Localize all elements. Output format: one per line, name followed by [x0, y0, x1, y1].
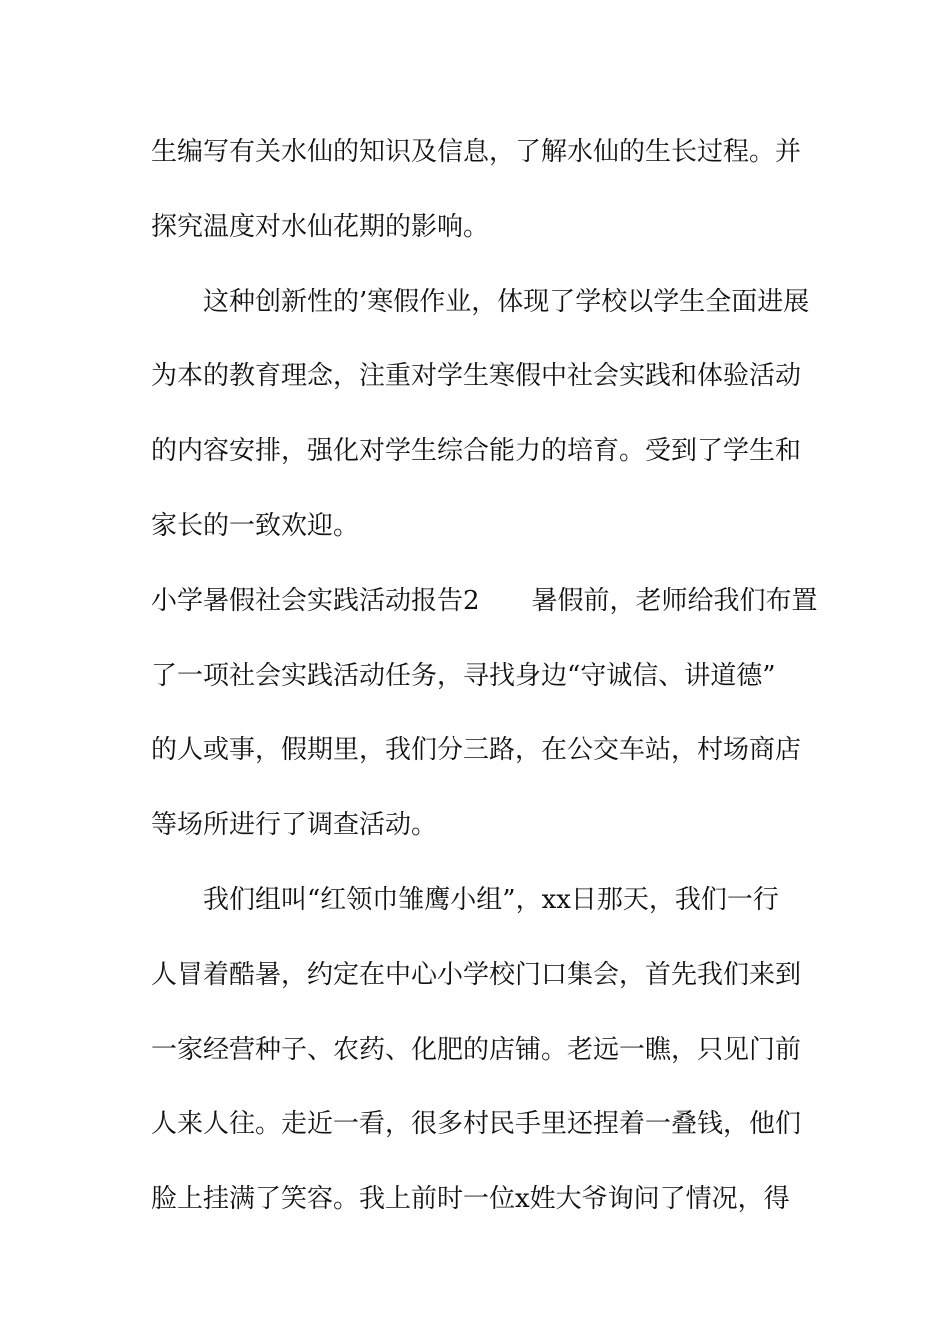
paragraph-start-line: 这种创新性的’寒假作业，体现了学校以学生全面进展	[203, 287, 810, 317]
text-line-4: 为本的教育理念，注重对学生寒假中社会实践和体验活动	[151, 361, 802, 391]
text-line-6: 家长的一致欢迎。	[151, 511, 360, 541]
text-line-8: 了一项社会实践活动任务，寻找身边“守诚信、讲道德”	[151, 661, 776, 691]
text-line-12: 人冒着酷暑，约定在中心小学校门口集会，首先我们来到	[151, 960, 802, 990]
section-heading-line: 小学暑假社会实践活动报告2 暑假前，老师给我们布置	[151, 586, 818, 616]
text-line-2: 探究温度对水仙花期的影响。	[151, 212, 490, 242]
paragraph-start-line-2: 我们组叫“红领巾雏鹰小组”，xx日那天，我们一行	[203, 885, 779, 915]
text-line-10: 等场所进行了调查活动。	[151, 810, 438, 840]
text-line-5: 的内容安排，强化对学生综合能力的培育。受到了学生和	[151, 436, 802, 466]
text-line-9: 的人或事，假期里，我们分三路，在公交车站，村场商店	[151, 735, 802, 765]
text-line-14: 人来人往。走近一看，很多村民手里还捏着一叠钱，他们	[151, 1109, 802, 1139]
text-line-13: 一家经营种子、农药、化肥的店铺。老远一瞧，只见门前	[151, 1035, 802, 1065]
text-line-1: 生编写有关水仙的知识及信息，了解水仙的生长过程。并	[151, 137, 802, 167]
text-line-15: 脸上挂满了笑容。我上前时一位x姓大爷询问了情况，得	[151, 1184, 790, 1214]
